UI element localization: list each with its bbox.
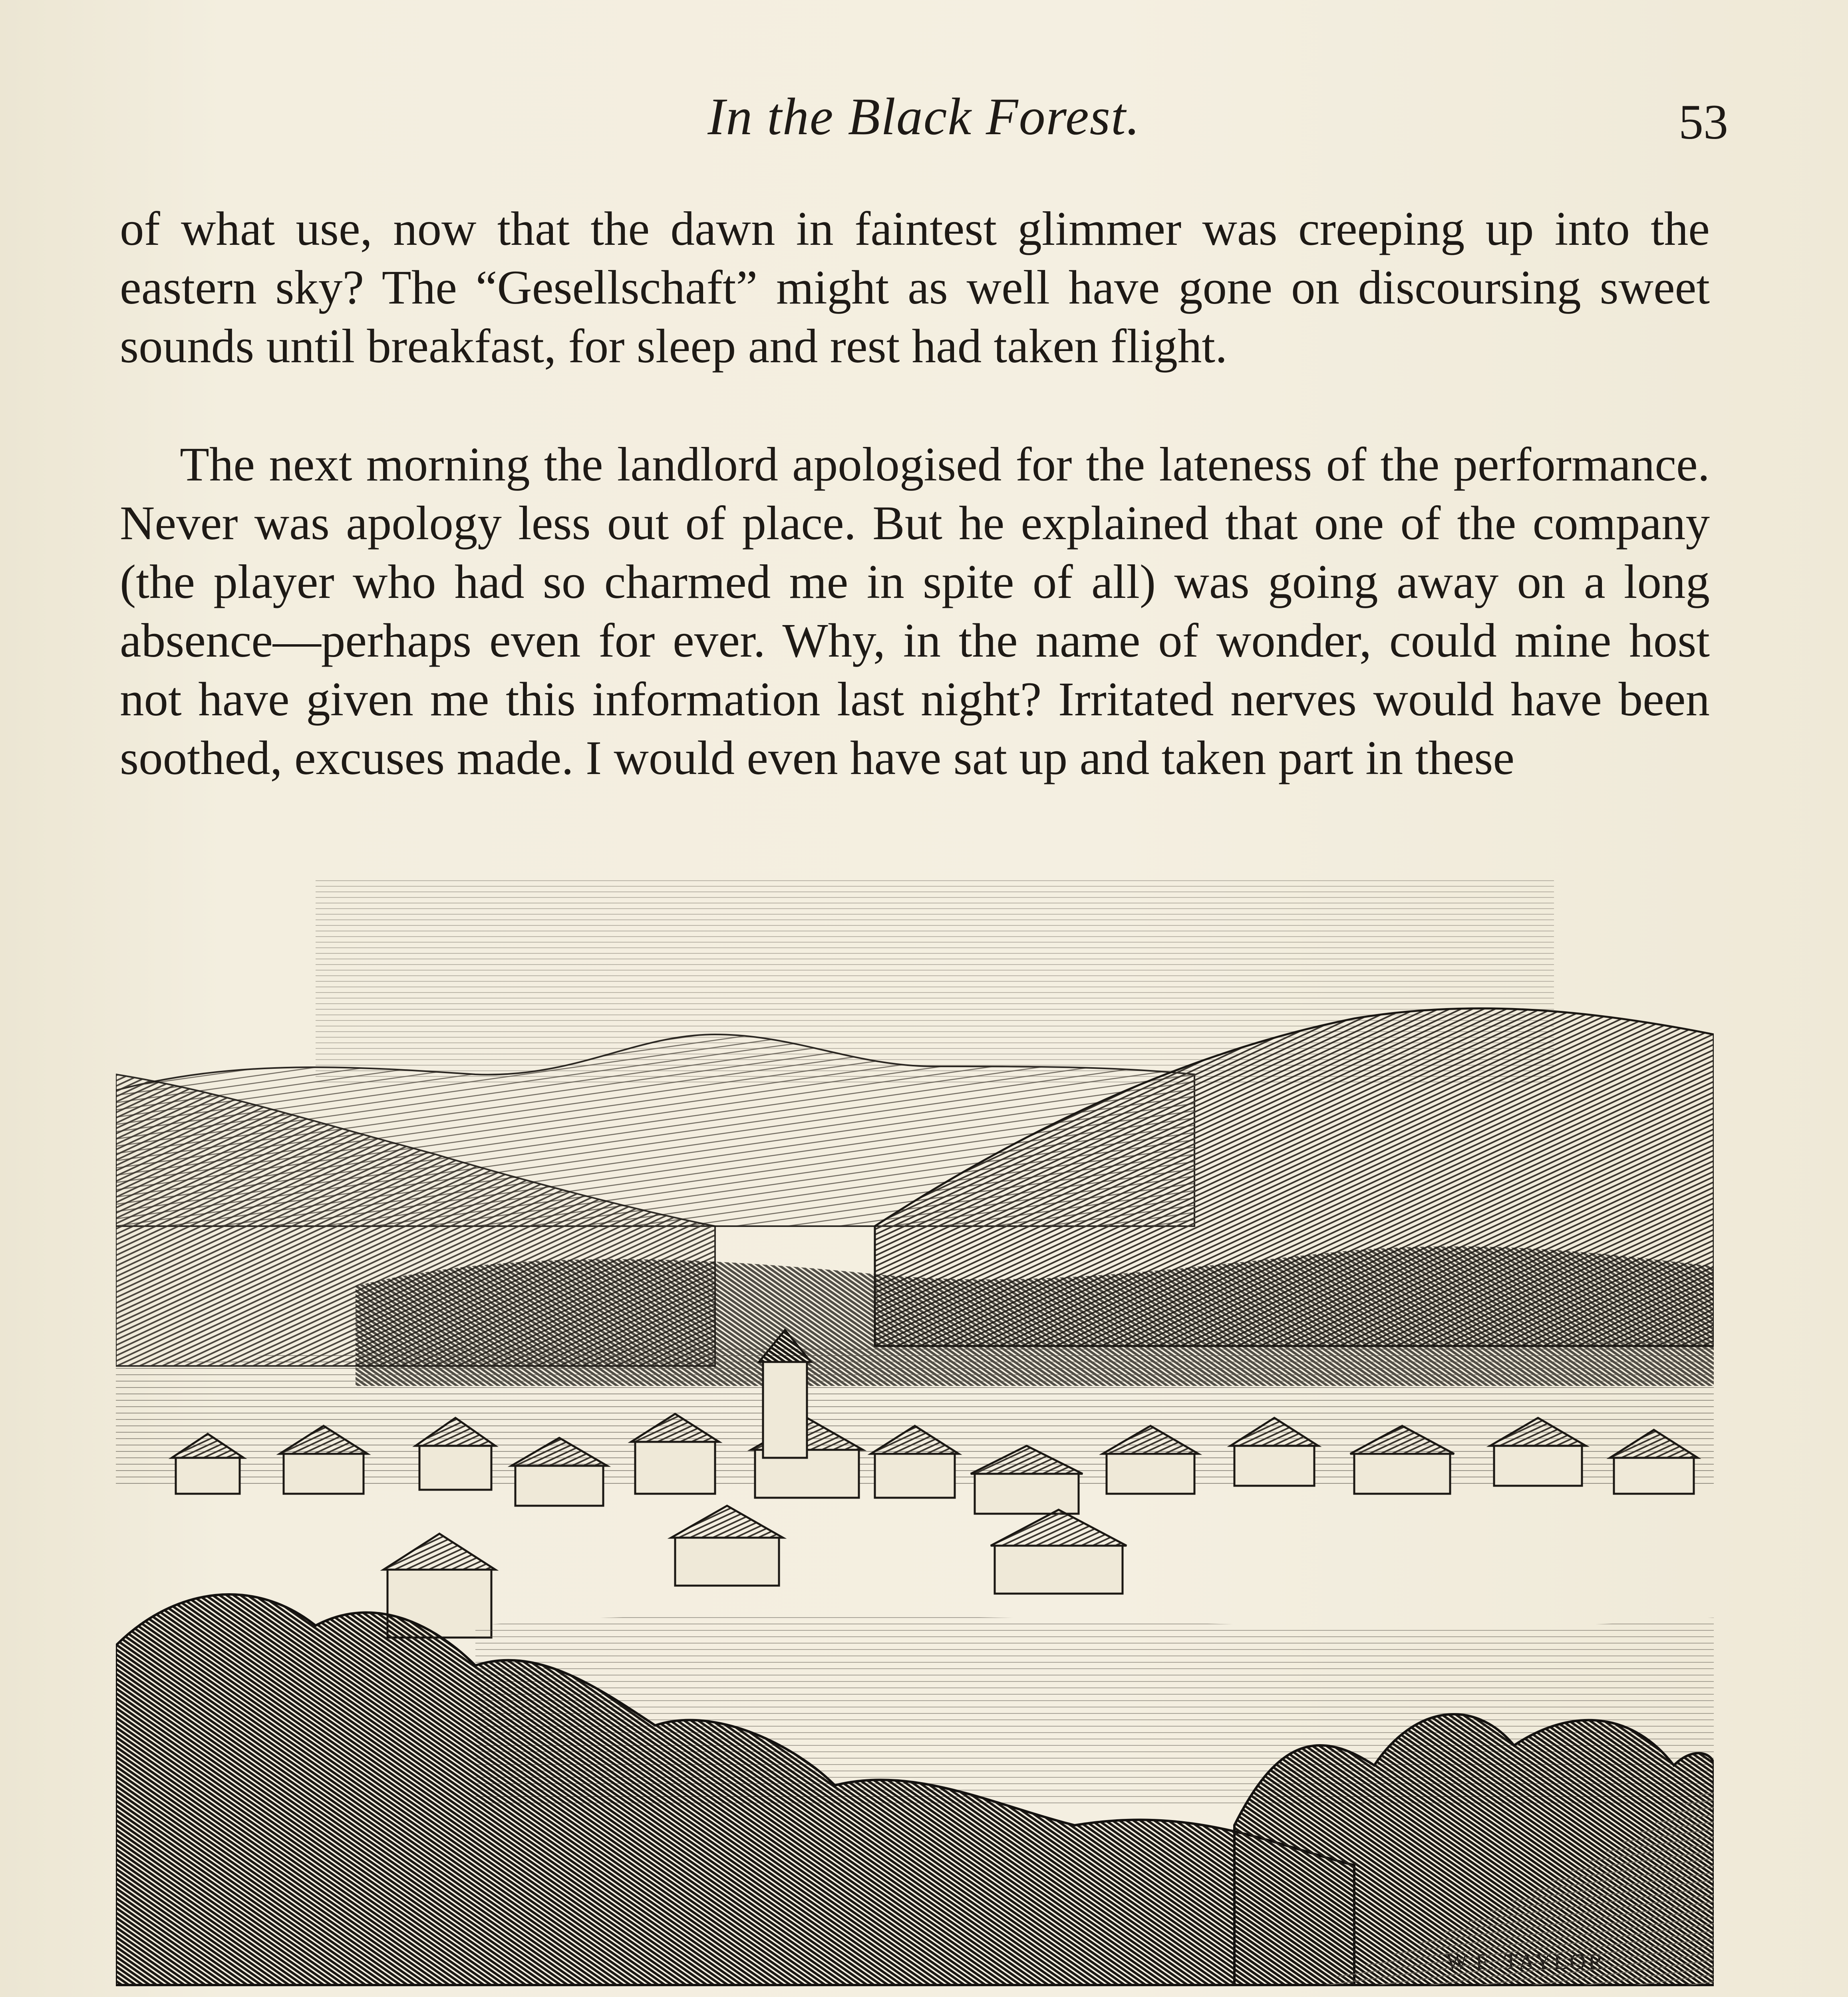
paragraph-1: of what use, now that the dawn in faintest glimmer was creeping up into the eastern sky? The “Gesellschaft” might as well have gone on discoursing sweet sounds until breakfast, for sleep and rest had taken flight. [120, 202, 1710, 373]
church-tower [763, 1362, 807, 1458]
engraving-figure [116, 867, 1714, 1997]
engraver-signature: W.F. TAYLOR [1446, 1949, 1606, 1974]
paragraph-2: The next morning the landlord apologised for the lateness of the performance. Never was apology less out of place. But he explained that one of the company (the player who had so charmed me in spite of all) was going away on a long absence—perhaps even for ever. Why, in the name of wonder, could mine host not have given me this information last night? Irritated nerves would have been soothed, excuses made. I would even have sat up and taken part in these [120, 438, 1710, 785]
running-head: In the Black Forest. [707, 87, 1141, 146]
page-number: 53 [1679, 95, 1728, 149]
page-header [120, 86, 1728, 166]
schonau-engraving [116, 867, 1714, 1997]
